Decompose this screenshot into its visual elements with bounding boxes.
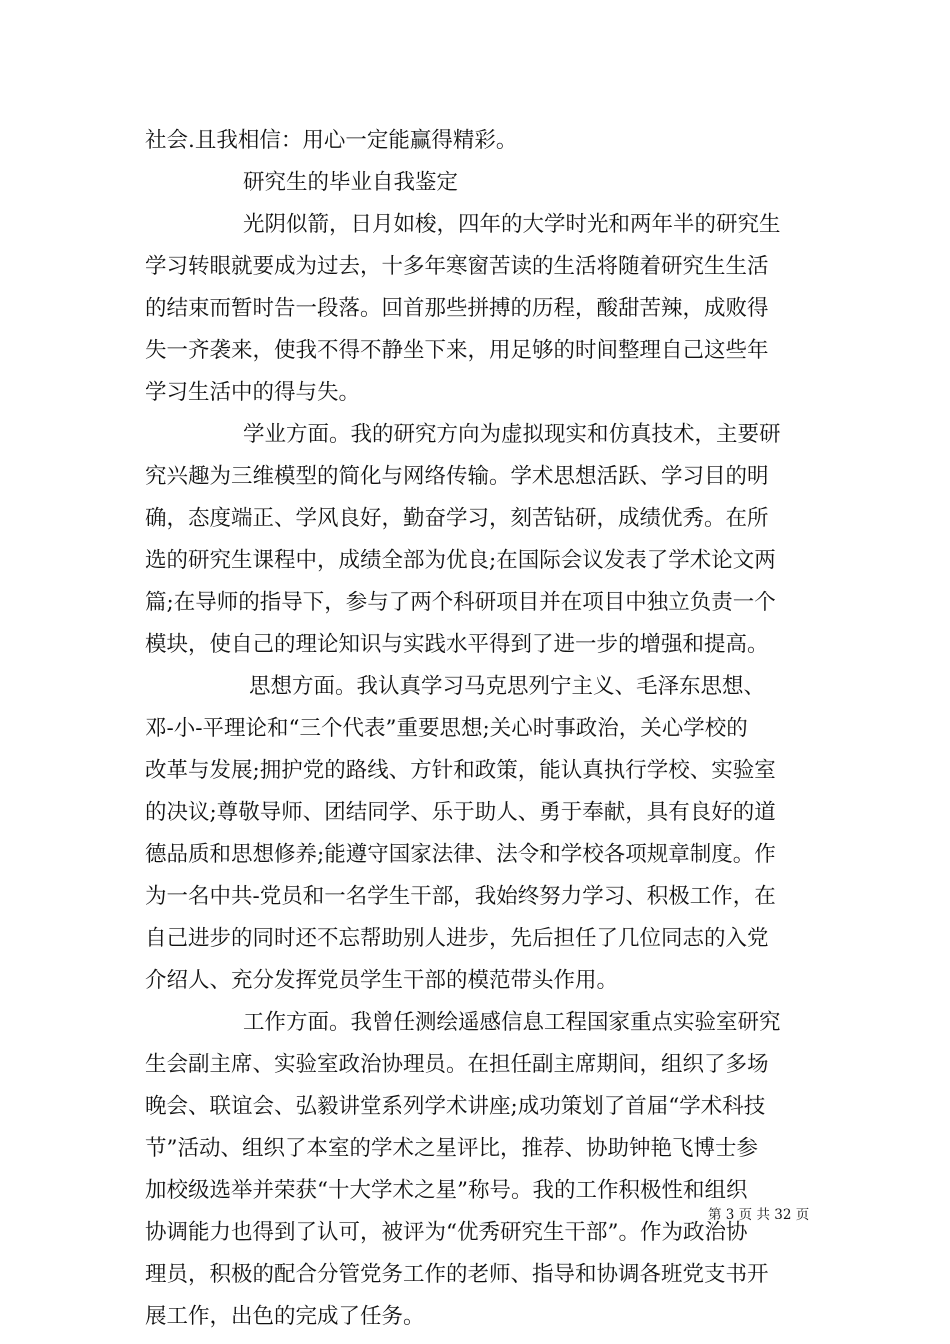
- text-line: 学习转眼就要成为过去，十多年寒窗苦读的生活将随着研究生生活: [145, 254, 769, 279]
- text-line: 晚会、联谊会、弘毅讲堂系列学术讲座;成功策划了首届“学术科技: [145, 1094, 766, 1119]
- text-line: 邓-小-平理论和“三个代表”重要思想;关心时事政治，关心学校的: [145, 716, 748, 741]
- section-title: 研究生的毕业自我鉴定: [243, 170, 459, 195]
- text-line: 模块，使自己的理论知识与实践水平得到了进一步的增强和提高。: [145, 632, 769, 657]
- text-line: 失一齐袭来，使我不得不静坐下来，用足够的时间整理自己这些年: [145, 338, 769, 363]
- text-line: 为一名中共-党员和一名学生干部，我始终努力学习、积极工作，在: [145, 884, 776, 909]
- text-line: 究兴趣为三维模型的简化与网络传输。学术思想活跃、学习目的明: [145, 464, 769, 489]
- paragraph-start: 工作方面。我曾任测绘遥感信息工程国家重点实验室研究: [243, 1010, 781, 1035]
- paragraph-start: 思想方面。我认真学习马克思列宁主义、毛泽东思想、: [249, 674, 766, 699]
- text-line: 节”活动、组织了本室的学术之星评比，推荐、协助钟艳飞博士参: [145, 1136, 758, 1161]
- paragraph-start: 学业方面。我的研究方向为虚拟现实和仿真技术，主要研: [243, 422, 781, 447]
- page-number: 第 3 页 共 32 页: [708, 1207, 810, 1223]
- paragraph-start: 光阴似箭，日月如梭，四年的大学时光和两年半的研究生: [243, 212, 781, 237]
- text-line: 社会.且我相信：用心一定能赢得精彩。: [145, 128, 518, 153]
- body-text: [145, 120, 810, 1338]
- text-line: 改革与发展;拥护党的路线、方针和政策，能认真执行学校、实验室: [145, 758, 776, 783]
- text-line: 展工作，出色的完成了任务。: [145, 1304, 425, 1329]
- text-line: 选的研究生课程中，成绩全部为优良;在国际会议发表了学术论文两: [145, 548, 776, 573]
- text-line: 加校级选举并荣获“十大学术之星”称号。我的工作积极性和组织: [145, 1178, 748, 1203]
- text-line: 介绍人、充分发挥党员学生干部的模范带头作用。: [145, 968, 619, 993]
- text-line: 理员，积极的配合分管党务工作的老师、指导和协调各班党支书开: [145, 1262, 769, 1287]
- text-line: 的结束而暂时告一段落。回首那些拼搏的历程，酸甜苦辣，成败得: [145, 296, 769, 321]
- text-line: 篇;在导师的指导下，参与了两个科研项目并在项目中独立负责一个: [145, 590, 776, 615]
- text-line: 学习生活中的得与失。: [145, 380, 361, 405]
- text-line: 德品质和思想修养;能遵守国家法律、法令和学校各项规章制度。作: [145, 842, 776, 867]
- text-line: 确，态度端正、学风良好，勤奋学习，刻苦钻研，成绩优秀。在所: [145, 506, 769, 531]
- text-line: 的决议;尊敬导师、团结同学、乐于助人、勇于奉献，具有良好的道: [145, 800, 776, 825]
- text-line: 生会副主席、实验室政治协理员。在担任副主席期间，组织了多场: [145, 1052, 769, 1077]
- text-line: 协调能力也得到了认可，被评为“优秀研究生干部”。作为政治协: [145, 1220, 748, 1245]
- text-line: 自己进步的同时还不忘帮助别人进步，先后担任了几位同志的入党: [145, 926, 769, 951]
